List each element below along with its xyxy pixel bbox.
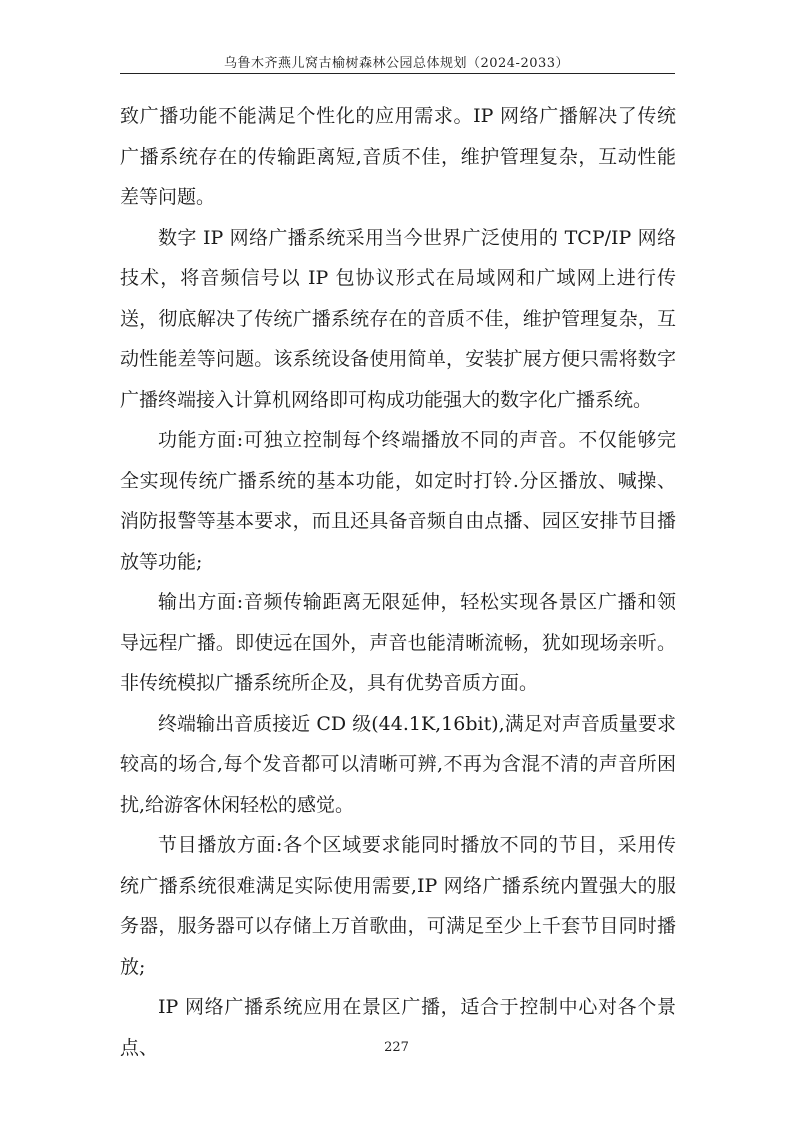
paragraph-2: 数字 IP 网络广播系统采用当今世界广泛使用的 TCP/IP 网络技术，将音频信号以 IP 包协议形式在局域网和广域网上进行传送，彻底解决了传统广播系统存在的音质不佳，维护管理复杂，互动性能差等问题。该系统设备使用简单，安装扩展方便只需将数字广播终端接入计算机网络即可构成功能强大的数字化广播系统。 — [120, 226, 676, 411]
document-body — [120, 96, 676, 1068]
paragraph-6: 节目播放方面:各个区域要求能同时播放不同的节目，采用传统广播系统很难满足实际使用需要,IP 网络广播系统内置强大的服务器，服务器可以存储上万首歌曲，可满足至少上千套节目同时播放; — [120, 834, 676, 978]
paragraph-1: 致广播功能不能满足个性化的应用需求。IP 网络广播解决了传统广播系统存在的传输距离短,音质不佳，维护管理复杂，互动性能差等问题。 — [120, 105, 676, 208]
paragraph-7: IP 网络广播系统应用在景区广播，适合于控制中心对各个景点、 — [120, 996, 676, 1059]
page-number: 227 — [384, 1040, 409, 1055]
paragraph-4: 输出方面:音频传输距离无限延伸，轻松实现各景区广播和领导远程广播。即使远在国外，声音也能清晰流畅，犹如现场亲听。非传统模拟广播系统所企及，具有优势音质方面。 — [120, 591, 676, 694]
header-divider — [120, 73, 675, 74]
page-header-title: 乌鲁木齐燕儿窝古榆树森林公园总体规划（2024-2033） — [223, 56, 570, 71]
paragraph-3: 功能方面:可独立控制每个终端播放不同的声音。不仅能够完全实现传统广播系统的基本功能，如定时打铃.分区播放、喊操、消防报警等基本要求，而且还具备音频自由点播、园区安排节目播放等功能; — [120, 429, 676, 573]
paragraph-5: 终端输出音质接近 CD 级(44.1K,16bit),满足对声音质量要求较高的场合,每个发音都可以清晰可辨,不再为含混不清的声音所困扰,给游客休闲轻松的感觉。 — [120, 712, 676, 816]
